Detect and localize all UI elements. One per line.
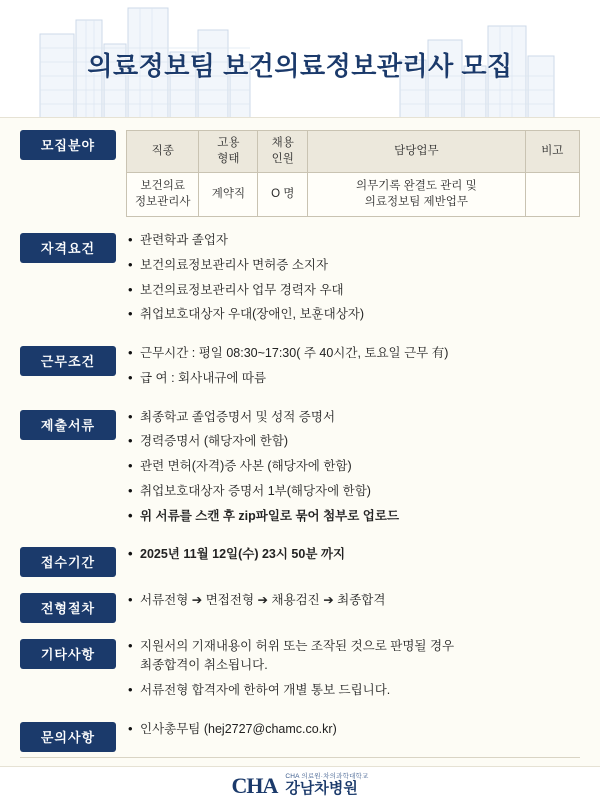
th-job: 직종 <box>127 131 199 173</box>
cell-duty-line1: 의무기록 완결도 관리 및 <box>356 180 477 193</box>
poster-header <box>0 0 600 118</box>
cell-headcount: O 명 <box>258 173 308 217</box>
list-item: • 보건의료정보관리사 업무 경력자 우대 <box>126 281 580 300</box>
section-tag-work-condition: 근무조건 <box>20 346 116 376</box>
tag-wrap <box>20 344 120 376</box>
th-headcount-line2: 인원 <box>271 152 294 165</box>
list-item <box>126 637 580 675</box>
etc-list <box>126 637 580 699</box>
section-qualification <box>20 231 580 330</box>
cha-logo-icon: CHA <box>231 772 278 798</box>
section-tag-etc: 기타사항 <box>20 639 116 669</box>
section-content-qualification <box>120 231 580 330</box>
list-item: • 인사총무팀 (hej2727@chamc.co.kr) <box>126 720 580 739</box>
tag-wrap <box>20 545 120 577</box>
th-employment-line1: 고용 <box>217 137 240 149</box>
section-work-condition <box>20 344 580 394</box>
list-item: • 관련학과 졸업자 <box>126 231 580 250</box>
tag-wrap <box>20 720 120 752</box>
section-content-process <box>120 591 580 616</box>
section-recruit-field <box>20 128 580 217</box>
section-period <box>20 545 580 577</box>
section-contact <box>20 720 580 752</box>
logo-title: 강남차병원 <box>285 780 358 798</box>
list-item: • 서류전형 합격자에 한하여 개별 통보 드립니다. <box>126 681 580 700</box>
section-tag-contact: 문의사항 <box>20 722 116 752</box>
cell-duty-line2: 의료정보팀 제반업무 <box>364 195 468 208</box>
list-item: • 취업보호대상자 증명서 1부(해당자에 한함) <box>126 482 580 501</box>
etc-item1-line1: 지원서의 기재내용이 허위 또는 조작된 것으로 판명될 경우 <box>140 639 455 654</box>
th-note: 비고 <box>525 131 579 173</box>
list-item: • 2025년 11월 12일(수) 23시 50분 까지 <box>126 545 580 564</box>
period-list <box>126 545 580 564</box>
page-title: 의료정보팀 보건의료정보관리사 모집 <box>87 51 513 81</box>
section-content-work-condition <box>120 344 580 394</box>
table-row <box>127 173 580 217</box>
recruit-table <box>126 130 580 217</box>
table-body <box>127 173 580 217</box>
cell-job-line1: 보건의료 <box>140 180 185 193</box>
cell-employment: 계약직 <box>199 173 258 217</box>
hospital-logo-text <box>285 774 368 797</box>
poster-footer <box>0 766 600 804</box>
tag-wrap <box>20 591 120 623</box>
th-headcount <box>258 131 308 173</box>
footer-divider <box>20 757 580 758</box>
section-process <box>20 591 580 623</box>
th-duty: 담당업무 <box>308 131 525 173</box>
list-item: • 급 여 : 회사내규에 따름 <box>126 369 580 388</box>
section-content-etc <box>120 637 580 705</box>
section-documents <box>20 408 580 532</box>
section-tag-qualification: 자격요건 <box>20 233 116 263</box>
tag-wrap <box>20 128 120 160</box>
th-employment <box>199 131 258 173</box>
logo-subtitle: CHA 의료원·차의과학대학교 <box>285 773 369 781</box>
section-tag-recruit-field: 모집분야 <box>20 130 116 160</box>
section-content-contact <box>120 720 580 745</box>
list-item: • 관련 면허(자격)증 사본 (해당자에 한함) <box>126 457 580 476</box>
etc-item1-line2: 최종합격이 취소됩니다. <box>140 658 268 673</box>
section-tag-process: 전형절차 <box>20 593 116 623</box>
section-content-period <box>120 545 580 570</box>
process-list <box>126 591 580 610</box>
section-etc <box>20 637 580 705</box>
poster-body <box>0 128 600 776</box>
th-employment-line2: 형태 <box>217 152 240 165</box>
list-item: • 경력증명서 (해당자에 한함) <box>126 432 580 451</box>
th-headcount-line1: 채용 <box>271 137 294 149</box>
section-tag-period: 접수기간 <box>20 547 116 577</box>
table-header-row <box>127 131 580 173</box>
work-condition-list <box>126 344 580 388</box>
section-tag-documents: 제출서류 <box>20 410 116 440</box>
cell-job <box>127 173 199 217</box>
documents-upload-note: • 위 서류를 스캔 후 zip파일로 묶어 첨부로 업로드 <box>126 507 580 526</box>
cell-duty <box>308 173 525 217</box>
list-item: • 최종학교 졸업증명서 및 성적 증명서 <box>126 408 580 427</box>
section-content-documents <box>120 408 580 532</box>
tag-wrap <box>20 231 120 263</box>
contact-list <box>126 720 580 739</box>
cell-note <box>525 173 579 217</box>
documents-list <box>126 408 580 526</box>
list-item: • 서류전형 ➔ 면접전형 ➔ 채용검진 ➔ 최종합격 <box>126 591 580 610</box>
tag-wrap <box>20 637 120 669</box>
section-content-recruit-field <box>120 128 580 217</box>
list-item: • 보건의료정보관리사 면허증 소지자 <box>126 256 580 275</box>
list-item: • 취업보호대상자 우대(장애인, 보훈대상자) <box>126 305 580 324</box>
tag-wrap <box>20 408 120 440</box>
table-head <box>127 131 580 173</box>
qualification-list <box>126 231 580 324</box>
cell-job-line2: 정보관리사 <box>134 195 191 208</box>
list-item: • 근무시간 : 평일 08:30~17:30( 주 40시간, 토요일 근무 有) <box>126 344 580 363</box>
